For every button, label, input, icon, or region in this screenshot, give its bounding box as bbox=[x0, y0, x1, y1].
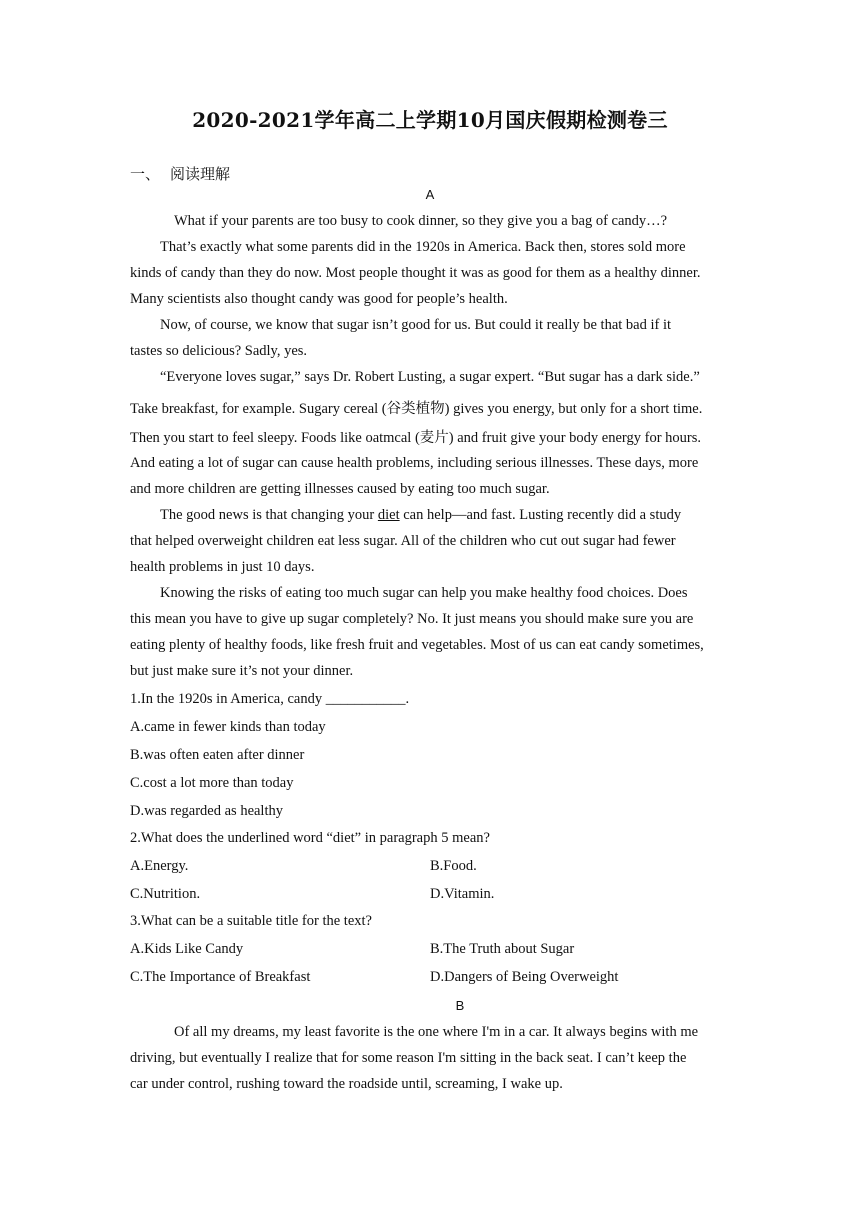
passage-a-line: this mean you have to give up sugar completely? No. It just means you should make sure you are bbox=[130, 611, 694, 627]
section-label: 阅读理解 bbox=[170, 165, 231, 183]
question-option: D.Vitamin. bbox=[430, 886, 495, 902]
question-option: C.The Importance of Breakfast bbox=[130, 969, 311, 985]
passage-a-line: And eating a lot of sugar can cause health problems, including serious illnesses. These days, more bbox=[130, 455, 699, 471]
question-option: B.Food. bbox=[430, 858, 477, 874]
passage-a-label: A bbox=[425, 187, 435, 202]
passage-b-line: car under control, rushing toward the roadside until, screaming, I wake up. bbox=[130, 1076, 563, 1092]
passage-a-line: Many scientists also thought candy was good for people’s health. bbox=[130, 291, 508, 307]
question-option: A.Kids Like Candy bbox=[130, 941, 244, 957]
passage-a-line: “Everyone loves sugar,” says Dr. Robert Lusting, a sugar expert. “But sugar has a dark side.” bbox=[160, 369, 700, 385]
passage-a-line: tastes so delicious? Sadly, yes. bbox=[130, 343, 308, 359]
passage-a-line: Knowing the risks of eating too much sugar can help you make healthy food choices. Does bbox=[160, 585, 688, 601]
passage-a-line: kinds of candy than they do now. Most people thought it was as good for them as a healthy dinner. bbox=[130, 265, 701, 281]
question-option: D.Dangers of Being Overweight bbox=[430, 969, 619, 985]
section-number: 一、 bbox=[130, 165, 161, 183]
line-text: can help—and fast. Lusting recently did a study bbox=[399, 507, 682, 523]
question-stem: 2.What does the underlined word “diet” in paragraph 5 mean? bbox=[130, 830, 490, 846]
passage-a-line: that helped overweight children eat less sugar. All of the children who cut out sugar had fewer bbox=[130, 533, 676, 549]
section-heading bbox=[130, 163, 230, 184]
passage-a-line: and more children are getting illnesses caused by eating too much sugar. bbox=[130, 481, 550, 497]
passage-a-line: eating plenty of healthy foods, like fresh fruit and vegetables. Most of us can eat candy sometimes, bbox=[130, 637, 704, 653]
question-option: A.Energy. bbox=[130, 858, 189, 874]
passage-a-line bbox=[130, 507, 740, 524]
question-stem: 1.In the 1920s in America, candy ___________. bbox=[130, 691, 410, 707]
passage-a-line: What if your parents are too busy to cook dinner, so they give you a bag of candy…? bbox=[174, 213, 668, 229]
line-text: The good news is that changing your bbox=[160, 507, 378, 523]
question-option: C.cost a lot more than today bbox=[130, 775, 294, 791]
passage-a-line: That’s exactly what some parents did in the 1920s in America. Back then, stores sold more bbox=[160, 239, 686, 255]
passage-b-line: Of all my dreams, my least favorite is the one where I'm in a car. It always begins with me bbox=[174, 1024, 699, 1040]
passage-a-line: Then you start to feel sleepy. Foods like oatmcal (麦片) and fruit give your body energy for hours. bbox=[130, 430, 702, 446]
passage-a-line: Take breakfast, for example. Sugary cereal (谷类植物) gives you energy, but only for a short time. bbox=[130, 401, 703, 417]
passage-a-line: Now, of course, we know that sugar isn’t good for us. But could it really be that bad if it bbox=[160, 317, 672, 333]
document-title: 2020-2021学年高二上学期10月国庆假期检测卷三 bbox=[192, 108, 668, 132]
question-option: B.The Truth about Sugar bbox=[430, 941, 575, 957]
question-option: A.came in fewer kinds than today bbox=[130, 719, 326, 735]
passage-b-line: driving, but eventually I realize that for some reason I'm sitting in the back seat. I can’t keep the bbox=[130, 1050, 687, 1066]
question-option: B.was often eaten after dinner bbox=[130, 747, 305, 763]
question-stem: 3.What can be a suitable title for the text? bbox=[130, 913, 372, 929]
passage-b-label: B bbox=[455, 998, 465, 1013]
question-option: D.was regarded as healthy bbox=[130, 803, 283, 819]
passage-a-line: health problems in just 10 days. bbox=[130, 559, 315, 575]
passage-a-line: but just make sure it’s not your dinner. bbox=[130, 663, 354, 679]
question-option: C.Nutrition. bbox=[130, 886, 201, 902]
underlined-word-diet: diet bbox=[377, 507, 400, 523]
